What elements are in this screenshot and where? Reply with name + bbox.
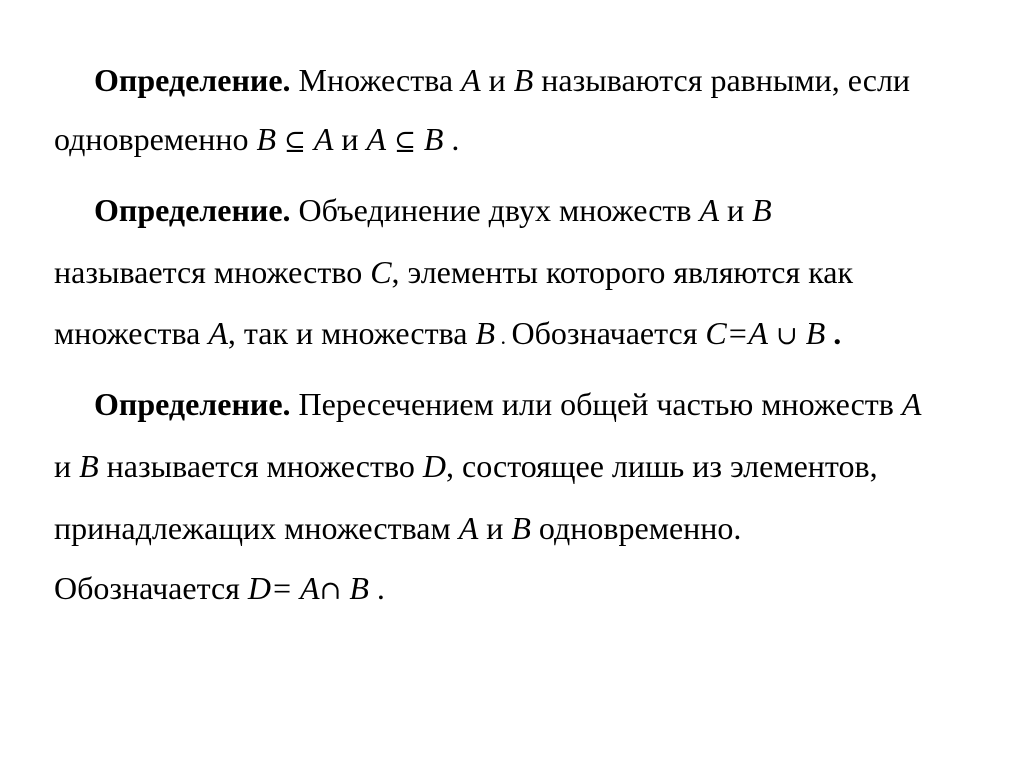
set-b: B <box>752 192 772 228</box>
period: . <box>368 570 385 606</box>
text: и <box>54 448 80 484</box>
text: принадлежащих множествам <box>54 510 459 546</box>
set-b: B <box>511 510 531 546</box>
definition-2-line-2 <box>54 252 853 292</box>
text: одновременно <box>54 121 257 157</box>
union-formula: C=A <box>705 315 768 351</box>
text: называются равными, если <box>533 62 911 98</box>
definition-3-line-4 <box>54 568 385 611</box>
subset-symbol: ⊆ <box>394 127 416 157</box>
definition-3-line-1 <box>94 384 921 424</box>
text: , так и множества <box>227 315 476 351</box>
text: Объединение двух множеств <box>290 192 700 228</box>
text: называется множество <box>54 254 371 290</box>
definition-3-heading: Определение. <box>94 386 291 422</box>
set-b: B <box>805 315 826 351</box>
text: , состоящее лишь из элементов, <box>445 448 878 484</box>
set-b: B <box>256 121 277 157</box>
text: Обозначается <box>54 570 248 606</box>
text: и <box>719 192 753 228</box>
set-a: A <box>699 192 720 228</box>
text: и <box>333 121 367 157</box>
set-b: B <box>475 315 496 351</box>
set-b: B <box>513 62 534 98</box>
definition-2-line-1 <box>94 190 772 230</box>
definition-1-line-1 <box>94 60 910 100</box>
set-d: D <box>422 448 446 484</box>
text: Пересечением или общей частью множеств <box>290 386 902 422</box>
set-a: A <box>208 315 228 351</box>
set-a: A <box>458 510 479 546</box>
definition-1-line-2 <box>54 119 459 162</box>
definition-2-line-3 <box>54 313 841 357</box>
set-a: A <box>313 121 334 157</box>
set-a: A <box>461 62 481 98</box>
text: одновременно. <box>530 510 742 546</box>
definition-1-heading: Определение. <box>94 62 291 98</box>
union-symbol: ∪ <box>775 321 798 351</box>
text: Обозначается <box>511 315 706 351</box>
set-a: A <box>366 121 387 157</box>
text: множества <box>54 315 209 351</box>
text: . <box>495 324 512 349</box>
text: Множества <box>290 62 462 98</box>
intersection-symbol: ∩ <box>319 576 342 606</box>
text: , элементы которого являются как <box>391 254 854 290</box>
set-a: A <box>901 386 922 422</box>
text: и <box>480 62 514 98</box>
period: . <box>443 121 460 157</box>
set-b: B <box>423 121 444 157</box>
set-b: B <box>79 448 99 484</box>
set-b: B <box>349 570 369 606</box>
definition-3-line-3 <box>54 508 741 548</box>
period: . <box>825 315 842 351</box>
definition-2-heading: Определение. <box>94 192 291 228</box>
subset-symbol: ⊆ <box>284 127 306 157</box>
definition-3-line-2 <box>54 446 878 486</box>
text: называется множество <box>98 448 423 484</box>
set-c: C <box>370 254 392 290</box>
text: и <box>478 510 512 546</box>
intersection-formula: D= A <box>247 570 320 606</box>
